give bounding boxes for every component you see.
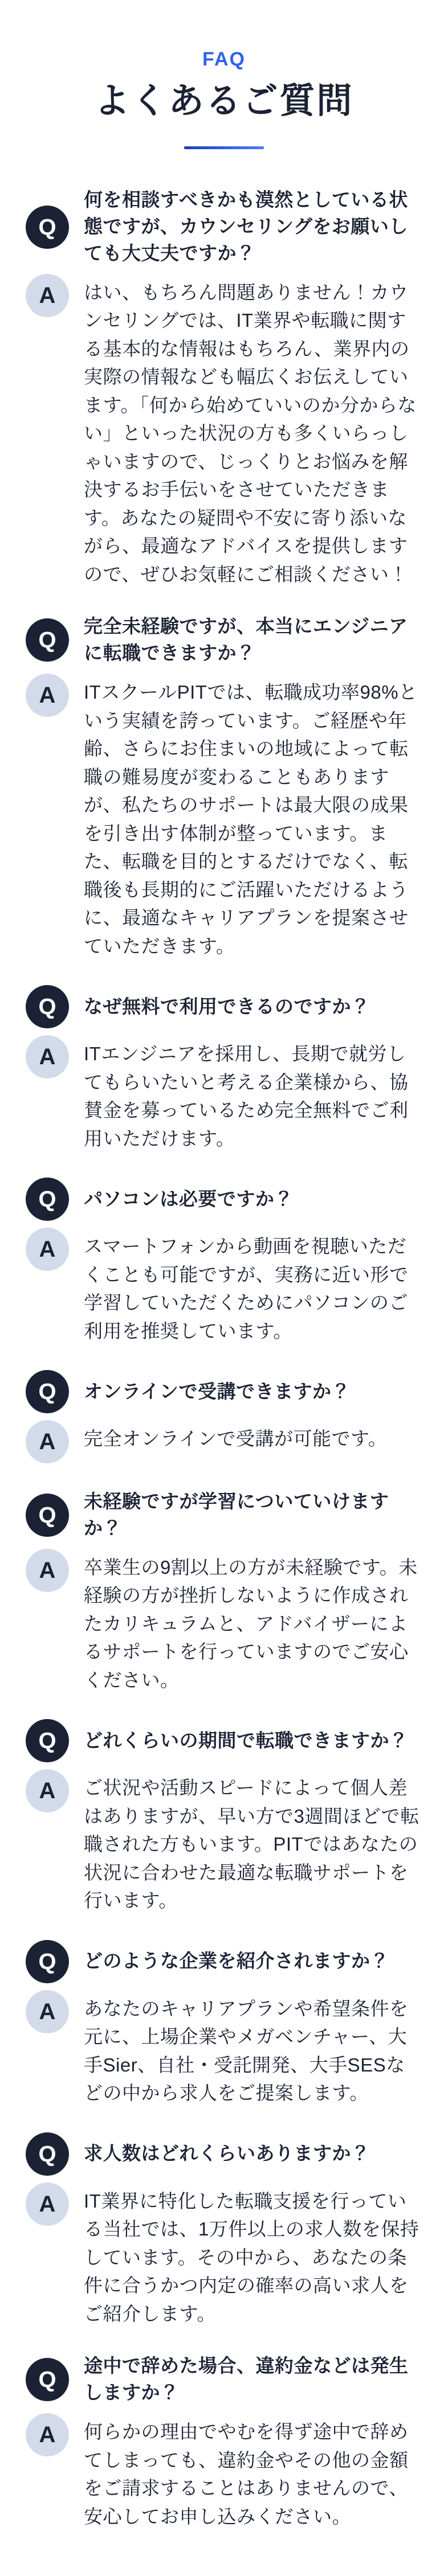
- question-row: [26, 1178, 422, 1221]
- faq-item: [26, 187, 422, 588]
- answer-row: [26, 1774, 422, 1915]
- answer-text: あなたのキャリアプランや希望条件を元に、上場企業やメガベンチャー、大手Sier、自社・受託開発、大手SESなどの中から求人をご提案します。: [84, 1997, 409, 2104]
- faq-item: [26, 1940, 422, 2107]
- question-row: [26, 985, 422, 1028]
- question-badge: Q: [26, 1719, 69, 1762]
- question-row: [26, 1488, 422, 1542]
- question-row: [26, 613, 422, 667]
- question-row: [26, 1370, 422, 1413]
- answer-row: [26, 1040, 422, 1152]
- question-badge: Q: [26, 2132, 69, 2176]
- answer-row: [26, 1553, 422, 1695]
- answer-text: ご状況や活動スピードによって個人差はありますが、早い方で3週間ほどで転職された方もいます。PITではあなたの状況に合わせた最適な転職サポートを行います。: [84, 1777, 420, 1912]
- faq-item: [26, 1719, 422, 1915]
- answer-row: [26, 2418, 422, 2530]
- answer-text: スマートフォンから動画を視聴いただくことも可能ですが、実務に近い形で学習していただくためにパソコンのご利用を推奨しています。: [84, 1236, 409, 1342]
- question-row: [26, 2132, 422, 2176]
- answer-badge: A: [26, 1228, 69, 1271]
- question-text: 何を相談すべきかも漠然としている状態ですが、カウンセリングをお願いしても大丈夫ですか？: [84, 189, 408, 264]
- page-title: よくあるご質問: [94, 81, 354, 121]
- question-text: 途中で辞めた場合、違約金などは発生しますか？: [84, 2355, 409, 2403]
- title-underline-divider: [184, 146, 264, 149]
- faq-item: [26, 985, 422, 1152]
- question-badge: Q: [26, 618, 69, 662]
- answer-row: [26, 1995, 422, 2107]
- answer-row: [26, 2187, 422, 2328]
- faq-item: [26, 1178, 422, 1345]
- question-badge: Q: [26, 985, 69, 1028]
- faq-item: [26, 2353, 422, 2530]
- answer-text: IT業界に特化した転職支援を行っている当社では、1万件以上の求人数を保持しています。その中から、あなたの条件に合うかつ内定の確率の高い求人をご紹介します。: [84, 2190, 420, 2324]
- answer-row: [26, 278, 422, 589]
- question-badge: Q: [26, 1940, 69, 1983]
- faq-item: [26, 1488, 422, 1694]
- answer-badge: A: [26, 274, 69, 317]
- question-badge: Q: [26, 1370, 69, 1413]
- answer-badge: A: [26, 2413, 69, 2456]
- answer-text: ITスクールPITでは、転職成功率98%という実績を誇っています。ご経歴や年齢、さらにお住まいの地域によって転職の難易度が変わることもありますが、私たちのサポートは最大限の成果を引き出す体制が整っています。また、転職を目的とするだけでなく、転職後も長期的にご活躍いただけるように、最適なキャリアプランを提案させていただきます。: [84, 682, 418, 957]
- answer-text: 完全オンラインで受講が可能です。: [84, 1428, 388, 1450]
- question-text: パソコンは必要ですか？: [84, 1188, 294, 1209]
- question-badge: Q: [26, 1494, 69, 1537]
- question-badge: Q: [26, 1178, 69, 1221]
- answer-text: はい、もちろん問題ありません！カウンセリングでは、IT業界や転職に関する基本的な情報はもちろん、業界内の実際の情報なども幅広くお伝えしています。「何から始めていいのか分からない」といった状況の方も多くいらっしゃいますので、じっくりとお悩みを解決するお手伝いをさせていただきます。あなたの疑問や不安に寄り添いながら、最適なアドバイスを提供しますので、ぜひお気軽にご相談ください！: [84, 281, 417, 585]
- question-text: オンラインで受講できますか？: [84, 1380, 351, 1402]
- answer-row: [26, 1232, 422, 1345]
- answer-badge: A: [26, 1549, 69, 1592]
- answer-badge: A: [26, 1990, 69, 2033]
- answer-row: [26, 678, 422, 960]
- faq-item: [26, 613, 422, 960]
- answer-text: 卒業生の9割以上の方が未経験です。未経験の方が挫折しないように作成されたカリキュラムと、アドバイザーによるサポートを行っていますのでご安心ください。: [84, 1556, 418, 1691]
- answer-row: [26, 1425, 422, 1463]
- faq-eyebrow-label: FAQ: [202, 48, 246, 70]
- answer-badge: A: [26, 1420, 69, 1463]
- question-text: どれくらいの期間で転職できますか？: [84, 1729, 409, 1751]
- faq-item: [26, 2132, 422, 2328]
- faq-list: [26, 187, 422, 2530]
- question-text: 未経験ですが学習についていけますか？: [84, 1491, 389, 1539]
- question-row: [26, 187, 422, 267]
- question-badge: Q: [26, 206, 69, 249]
- answer-badge: A: [26, 1769, 69, 1812]
- question-text: 完全未経験ですが、本当にエンジニアに転職できますか？: [84, 616, 408, 664]
- faq-item: [26, 1370, 422, 1463]
- question-text: なぜ無料で利用できるのですか？: [84, 995, 370, 1017]
- question-badge: Q: [26, 2358, 69, 2401]
- answer-badge: A: [26, 1035, 69, 1078]
- question-row: [26, 2353, 422, 2406]
- question-row: [26, 1719, 422, 1762]
- answer-badge: A: [26, 674, 69, 717]
- question-row: [26, 1940, 422, 1983]
- question-text: 求人数はどれくらいありますか？: [84, 2143, 370, 2164]
- answer-text: ITエンジニアを採用し、長期で就労してもらいたいと考える企業様から、協賛金を募っているため完全無料でご利用いただけます。: [84, 1043, 409, 1149]
- answer-badge: A: [26, 2183, 69, 2226]
- question-text: どのような企業を紹介されますか？: [84, 1950, 389, 1972]
- answer-text: 何らかの理由でやむを得ず途中で辞めてしまっても、違約金やその他の金額をご請求することはありませんので、安心してお申し込みください。: [84, 2421, 409, 2527]
